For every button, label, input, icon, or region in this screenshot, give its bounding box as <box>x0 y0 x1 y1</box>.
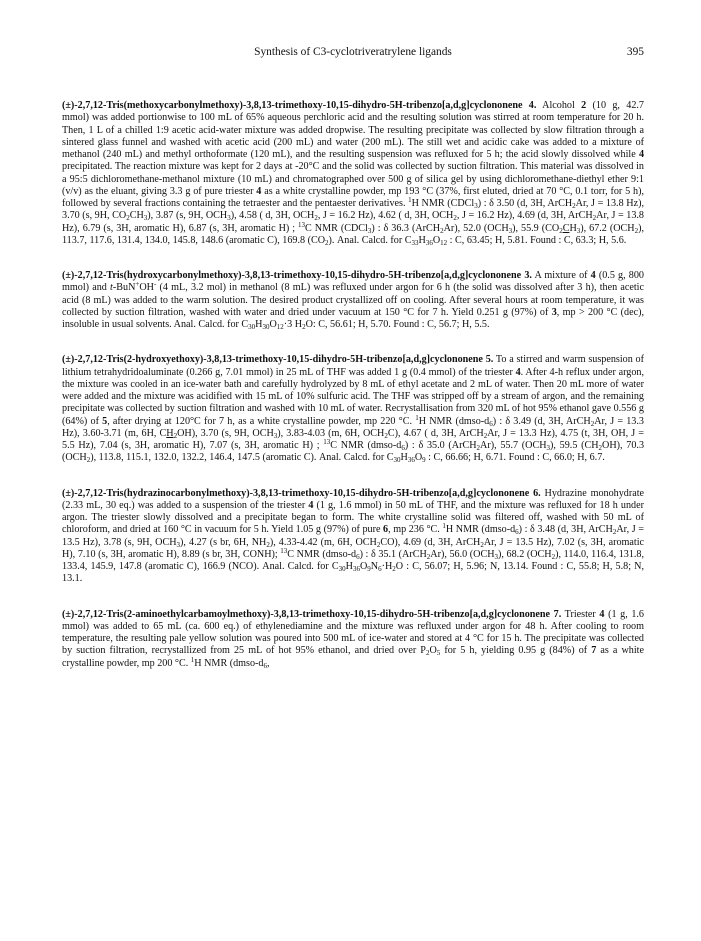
entry-compound-4 <box>62 100 644 247</box>
entry-title: (±)-2,7,12-Tris(2-hydroxyethoxy)-3,8,13-trimethoxy-10,15-dihydro-5H-tribenzo[a,d,g]cyclononene 5. <box>62 354 494 366</box>
entry-title: (±)-2,7,12-Tris(hydroxycarbonylmethoxy)-3,8,13-trimethoxy-10,15-dihydro-5H-tribenzo[a,d,g]cyclononene 3. <box>62 270 532 281</box>
entry-title: (±)-2,7,12-Tris(2-aminoethylcarbamoylmethoxy)-3,8,13-trimethoxy-10,15-dihydro-5H-tribenzo[a,d,g]cyclononene 7. <box>62 608 562 620</box>
entry-compound-7 <box>62 609 644 670</box>
entry-title: (±)-2,7,12-Tris(methoxycarbonylmethoxy)-3,8,13-trimethoxy-10,15-dihydro-5H-tribenzo[a,d,g]cyclononene 4. <box>62 100 537 111</box>
entry-body: Hydrazine monohydrate (2.33 mL, 30 eq.) was added to a suspension of the triester 4 (1 g, 1.6 mmol) in 50 mL of THF, and the mixture was refluxed for 18 h under argon. The triester slowly dissolved and a precipitate began to form. The white crystalline solid was filtered off, washed with 50 mL of chloroform, and dried at 160 °C in vacuum for 5 h. Yield 1.05 g (97%) of pure 6, mp 236 °C. $^1$H NMR $(dmso-d_6)$ : δ 3.48 (d, 3H, ArCH$_2$Ar, J = 13.5 Hz), 3.78 (s, 9H, $OCH_3$), 4.27 (s br, 6H, $NH_2$), 4.33-4.42 (m, 6H, $OCH_2CO$), 4.69 (d, 3H, ArCH$_2$Ar, J = 13.5 Hz), 7.02 (s, 3H, aromatic H), 7.10 (s, 3H, aromatic H), 8.89 (s br, 3H, CONH); $^{13}$C NMR $(dmso-d_6)$ : δ 35.1 (ArCH$_2$Ar), 56.0 $(OCH_3)$, 68.2 $(OCH_2)$, 114.0, 116.4, 131.8, 133.4, 145.9, 147.8 (aromatic C), 166.9 (NCO). Anal. Calcd. for $C_{30}H_{36}O_9N_6\cdot H_2O$ : C, 56.07; H, 5.96; N, 13.14. Found : C, 55.8; H, 5.8; N, 13.1. <box>62 487 645 585</box>
entry-body: Triester 4 (1 g, 1.6 mmol) was added to 65 mL (ca. 600 eq.) of ethylenediamine and the mixture was refluxed under argon for 48 h. After cooling to room temperature, the resulting pale yellow solution was poured into 500 mL of ice-water and stored at 4 °C for 15 h. The precipitate was collected by suction filtration, recrystallized from 25 mL of hot 95% ethanol, and dried over $P_2O_5$ for 5 h, yielding 0.95 g (84%) of 7 as a white crystalline powder, mp 200 °C. $^1$H NMR ($dmso-d_6$, <box>62 608 644 670</box>
article-body <box>62 100 644 693</box>
page-number: 395 <box>626 46 644 58</box>
entry-compound-5 <box>62 354 644 464</box>
running-title: Synthesis of C3-cyclotriveratrylene ligands <box>254 46 452 58</box>
entry-compound-3 <box>62 270 644 331</box>
entry-compound-6 <box>62 488 644 586</box>
entry-body: A mixture of 4 (0.5 g, 800 mmol) and t-BuN+OH- (4 mL, 3.2 mol) in methanol (8 mL) was refluxed under argon for 6 h (the solid was dissolved after 3 h), then acetic acid (8 mL) was added to the warm solution. The desired product crystallized off on cooling. After several hours at room temperature, it was collected by suction filtration, washed with water and dried under vacuum at 150 °C for 7 h. Yield 0.251 g (97%) of 3, mp > 200 °C (dec), insoluble in usual solvents. Anal. Calcd. for $C_{30}H_{30}O_{12}\cdot 3$ $H_2O$: C, 56.61; H, 5.70. Found : C, 56.7; H, 5.5. <box>62 270 644 331</box>
entry-title: (±)-2,7,12-Tris(hydrazinocarbonylmethoxy)-3,8,13-trimethoxy-10,15-dihydro-5H-tribenzo[a,d,g]cyclononene 6. <box>62 487 541 499</box>
entry-body: Alcohol 2 (10 g, 42.7 mmol) was added portionwise to 100 mL of 65% aqueous perchloric acid and the resulting solution was stirred at room temperature for 20 h. Then, 1 L of a chilled 1:9 acetic acid-water mixture was added dropwise. The resulting precipitate was collected by slow filtration through a sintered glass funnel and washed with acetic acid (200 mL) and water (200 mL). The still wet and acidic cake was added to a mixture of methanol (240 mL) and methyl orthoformate (120 mL), and the resulting suspension was refluxed for 5 h; the acid slowly dissolved while 4 precipitated. The reaction mixture was kept for 2 days at -20°C and the solid was collected by suction filtration. This material was dissolved in a 95:5 dichloromethane-methanol mixture (10 mL) and chromatographed over 500 g of silica gel by using dichloromethane-diethyl ether 9:1 (v/v) as the eluant, giving 3.3 g of pure triester 4 as a white crystalline powder, mp 193 °C (37%, first eluted, dried at 70 °C, 0.1 torr, for 5 h), followed by several fractions containing the tetraester and the pentaester derivatives. $^1$H NMR (CDCl$_3$) : δ 3.50 (d, 3H, ArCH$_2$Ar, J = 13.8 Hz), 3.70 (s, 9H, $CO_2CH_3$), 3.87 (s, 9H, $OCH_3$), 4.58 ( d, 3H, $OCH_2$, J = 16.2 Hz), 4.62 ( d, 3H, $OCH_2$, J = 16.2 Hz), 4.69 (d, 3H, ArCH$_2$Ar, J = 13.8 Hz), 6.79 (s, 3H, aromatic H), 6.87 (s, 3H, aromatic H) ; $^{13}$C NMR (CDCl$_3$) : δ 36.3 (ArCH$_2$Ar), 52.0 $(OCH_3)$, 55.9 $(CO_2CH_3)$, 67.2 $(OCH_2)$, 113.7, 117.6, 131.4, 134.0, 145.8, 148.6 (aromatic C), 169.8 $(CO_2)$. Anal. Calcd. for $C_{33}H_{36}O_{12}$ : C, 63.45; H, 5.81. Found : C, 63.3; H, 5.6. <box>62 100 645 247</box>
page-header <box>62 46 644 62</box>
entry-body: To a stirred and warm suspension of lithium tetrahydridoaluminate (0.266 g, 7.01 mmol) in 25 mL of THF was added 1 g (0.4 mmol) of the triester 4. After 4-h reflux under argon, the mixture was cooled in an ice-water bath and carefully hydrolyzed by 8 mL of ethyl acetate and 2 mL of water. Then 20 mL more of water were added and the mixture was acidified with 15 mL of 10% sulfuric acid. The THF was stripped off by a stream of argon, and the remaining precipitate was collected by suction filtration and washed with 10 mL of water. Recrystallisation from 320 mL of hot 95% ethanol gave 0.556 g (64%) of 5, after drying at 120°C for 7 h, as a white crystalline powder, mp 220 °C. $^1$H NMR $(dmso-d_6)$ : δ 3.49 (d, 3H, ArCH$_2$Ar, J = 13.3 Hz), 3.60-3.71 (m, 6H, $CH_2OH$), 3.70 (s, 9H, $OCH_3$), 3.83-4.03 (m, 6H, $OCH_2C$), 4.67 ( d, 3H, ArCH$_2$Ar, J = 13.3 Hz), 4.75 (t, 3H, OH, J = 5.5 Hz), 7.04 (s, 3H, aromatic H), 7.07 (s, 3H, aromatic H) ; $^{13}$C NMR $(dmso-d_6)$ : δ 35.0 (ArCH$_2$Ar), 55.7 $(OCH_3)$, 59.5 $(CH_2OH)$, 70.3 $(OCH_2)$, 113.8, 115.1, 132.0, 132.2, 146.4, 147.5 (aromatic C). Anal. Calcd. for $C_{30}H_{36}O_9$ : C, 66.66; H, 6.71. Found : C, 66.0; H, 6.7. <box>62 354 645 465</box>
